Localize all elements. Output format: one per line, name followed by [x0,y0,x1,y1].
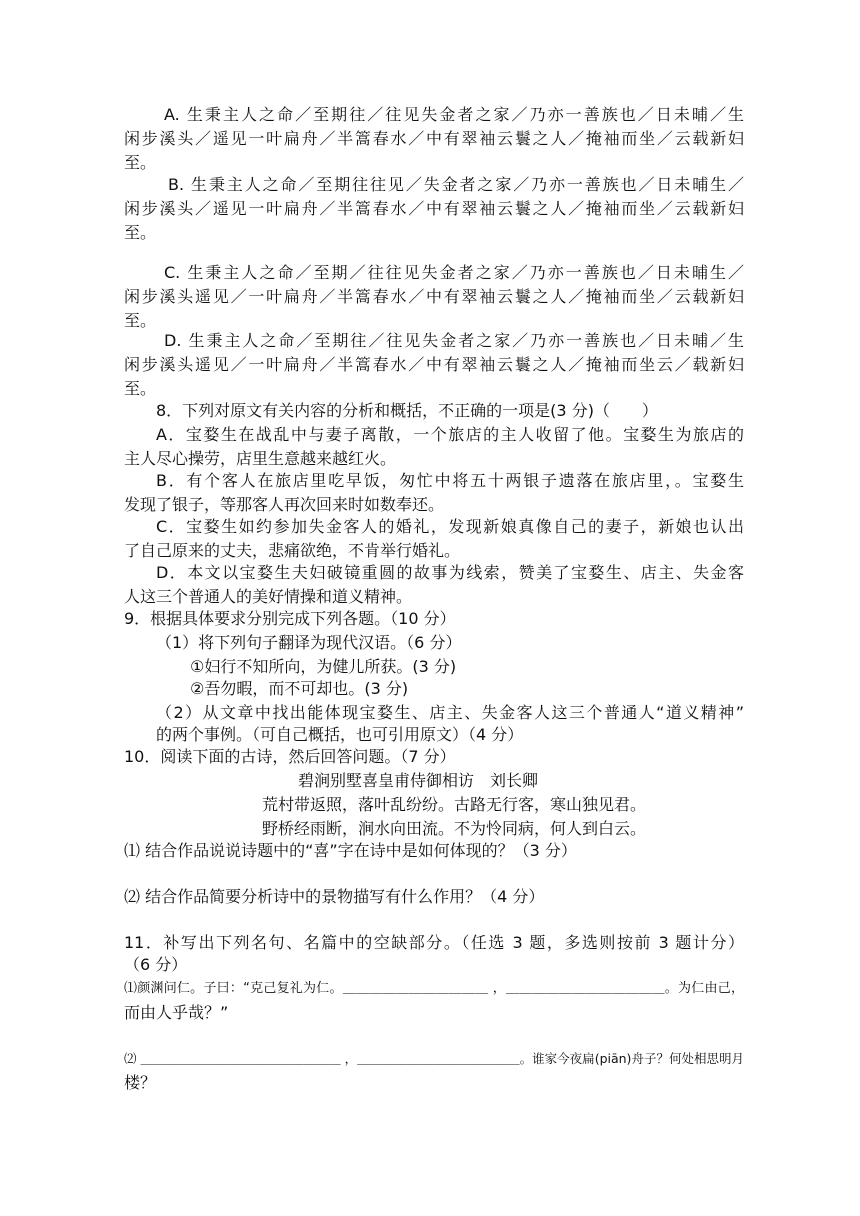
q7-option-a-line1: A. 生秉主人之命／至期往／往见失金者之家／乃亦一善族也／日未晡／生 [164,105,744,124]
q7-option-d-line1: D. 生秉主人之命／至期往／往见失金者之家／乃亦一善族也／日未晡／生 [164,331,744,350]
poem-line2: 野桥经雨断，涧水向田流。不为怜同病，何人到白云。 [262,819,647,838]
q11-item1-line2: 而由人乎哉？” [124,1003,229,1022]
q7-option-d-line3: 至。 [124,379,157,398]
q8-option-c-line1: C．宝婺生如约参加失金客人的婚礼，发现新娘真像自己的妻子，新娘也认出 [156,517,744,536]
q10-stem: 10．阅读下面的古诗，然后回答问题。（7 分） [124,747,456,766]
q9-stem: 9．根据具体要求分别完成下列各题。（10 分） [124,609,456,628]
q7-option-a-line3: 至。 [124,153,157,172]
q7-option-b-line2: 闲步溪头／遥见一叶扁舟／半篙春水／中有翠袖云鬟之人／掩袖而坐／云载新妇 [124,199,744,218]
q11-stem-line1: 11．补写出下列名句、名篇中的空缺部分。（任选 3 题，多选则按前 3 题计分） [124,933,744,952]
q8-option-b-line2: 发现了银子，等那客人再次回来时如数奉还。 [124,495,445,514]
q9-part2-line2: 的两个事例。（可自己概括，也可引用原文）（4 分） [156,725,524,744]
q7-option-c-line3: 至。 [124,311,157,330]
q11-item2-line2: 楼？ [124,1073,157,1092]
q8-option-d-line2: 人这三个普通人的美好情操和道义精神。 [124,587,413,606]
q11-item2-line1: ⑵ ＿＿＿＿＿＿＿＿＿＿＿＿＿＿＿＿ ，＿＿＿＿＿＿＿＿＿＿＿＿＿。谁家今夜扁(piān)舟子？何处相思明月 [124,1051,744,1066]
q11-item1-line1: ⑴颜渊问仁。子曰：“克己复礼为仁。＿＿＿＿＿＿＿＿＿＿＿ ，＿＿＿＿＿＿＿＿＿＿＿＿。为仁由己， [124,981,744,996]
q7-option-c-line2: 闲步溪头遥见／一叶扁舟／半篙春水／中有翠袖云鬟之人／掩袖而坐／云载新妇 [124,287,744,306]
q9-part2-line1: （2）从文章中找出能体现宝婺生、店主、失金客人这三个普通人“道义精神” [156,703,744,722]
q8-option-d-line1: D．本文以宝婺生夫妇破镜重圆的故事为线索，赞美了宝婺生、店主、失金客 [156,563,744,582]
q9-part1: （1）将下列句子翻译为现代汉语。（6 分） [156,633,462,652]
q9-sentence2: ②吾勿暇，而不可却也。(3 分) [190,679,409,698]
q7-option-b-line3: 至。 [124,223,157,242]
q7-option-c-line1: C. 生秉主人之命／至期／往往见失金者之家／乃亦一善族也／日未晡生／ [164,263,744,282]
q11-stem-line2: （6 分） [124,955,188,974]
q7-option-a-line2: 闲步溪头／遥见一叶扁舟／半篙春水／中有翠袖云鬟之人／掩袖而坐／云载新妇 [124,129,744,148]
q10-question2: ⑵ 结合作品简要分析诗中的景物描写有什么作用？（4 分） [124,887,545,906]
poem-title: 碧涧别墅喜皇甫侍御相访 刘长卿 [298,771,539,790]
q8-stem: 8．下列对原文有关内容的分析和概括，不正确的一项是(3 分)（ ） [156,401,658,420]
poem-line1: 荒村带返照，落叶乱纷纷。古路无行客，寒山独见君。 [262,795,647,814]
q7-option-d-line2: 闲步溪头遥见／一叶扁舟／半篙春水／中有翠袖云鬟之人／掩袖而坐云／载新妇 [124,355,744,374]
q7-option-b-line1: B. 生秉主人之命／至期往往见／失金者之家／乃亦一善族也／日未晡生／ [168,175,744,194]
q8-option-b-line1: B．有个客人在旅店里吃早饭，匆忙中将五十两银子遗落在旅店里，。宝婺生 [156,471,744,490]
q8-option-a-line2: 主人尽心操劳，店里生意越来越红火。 [124,449,397,468]
q9-sentence1: ①妇行不知所向，为健儿所获。(3 分) [190,657,457,676]
q10-question1: ⑴ 结合作品说说诗题中的“喜”字在诗中是如何体现的？（3 分） [124,841,577,860]
q8-option-c-line2: 了自己原来的丈夫，悲痛欲绝，不肯举行婚礼。 [124,541,461,560]
q8-option-a-line1: A．宝婺生在战乱中与妻子离散，一个旅店的主人收留了他。宝婺生为旅店的 [156,425,744,444]
